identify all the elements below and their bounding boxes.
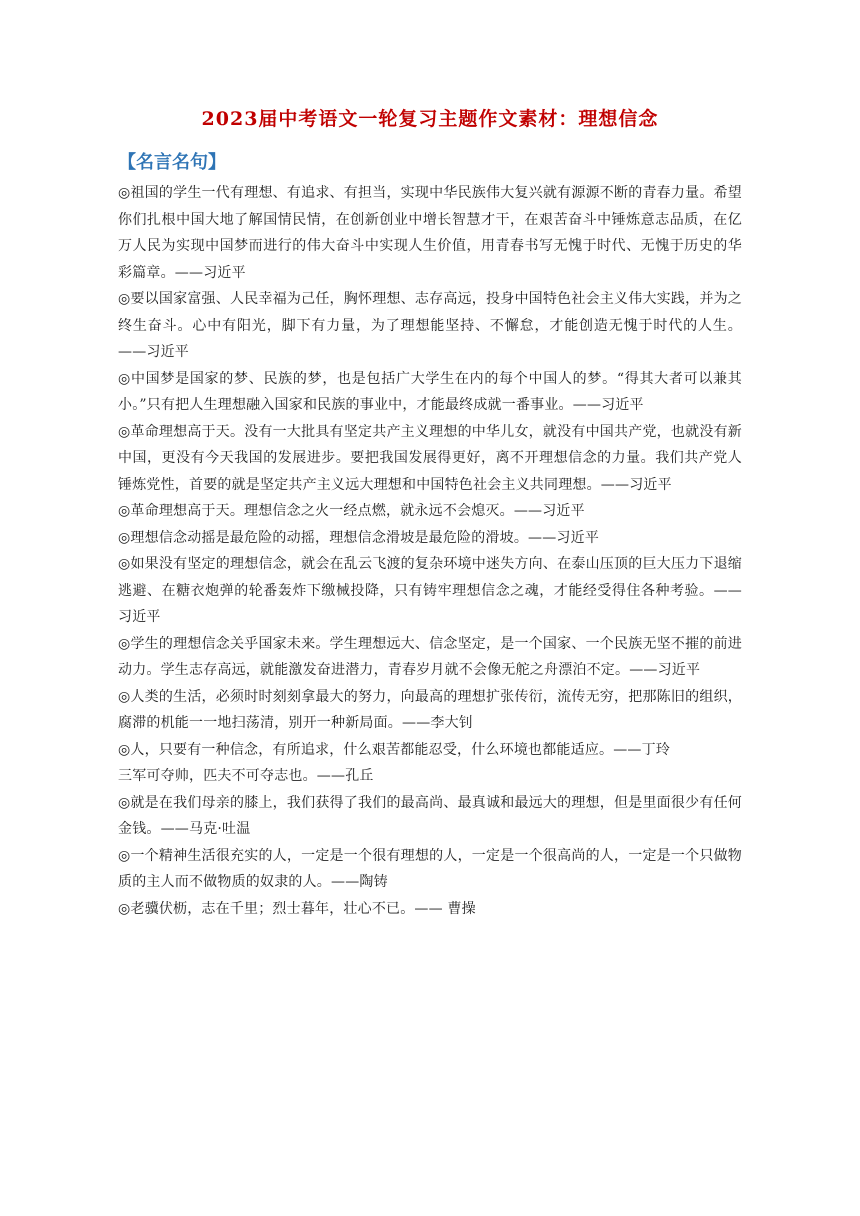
- section-heading: 【名言名句】: [118, 152, 226, 173]
- quote-item: ◎如果没有坚定的理想信念，就会在乱云飞渡的复杂环境中迷失方向、在泰山压顶的巨大压力下退缩逃避、在糖衣炮弹的轮番轰炸下缴械投降，只有铸牢理想信念之魂，才能经受得住各种考验。——习近平: [118, 556, 742, 625]
- quote-item: 三军可夺帅，匹夫不可夺志也。——孔丘: [118, 768, 374, 784]
- quote-item: ◎要以国家富强、人民幸福为己任，胸怀理想、志存高远，投身中国特色社会主义伟大实践，并为之终生奋斗。心中有阳光，脚下有力量，为了理想能坚持、不懈怠，才能创造无愧于时代的人生。——习近平: [118, 291, 742, 360]
- quote-item: ◎人类的生活，必须时时刻刻拿最大的努力，向最高的理想扩张传衍，流传无穷，把那陈旧的组织，腐滞的机能一一地扫荡清，别开一种新局面。——李大钊: [118, 688, 742, 731]
- quote-item: ◎老骥伏枥，志在千里；烈士暮年，壮心不已。—— 曹操: [118, 900, 476, 917]
- quote-item: ◎人，只要有一种信念，有所追求，什么艰苦都能忍受，什么环境也都能适应。——丁玲: [118, 741, 671, 758]
- quote-list: [118, 180, 742, 922]
- quote-item: ◎就是在我们母亲的膝上，我们获得了我们的最高尚、最真诚和最远大的理想，但是里面很少有任何金钱。——马克·吐温: [118, 794, 742, 837]
- quote-item: ◎理想信念动摇是最危险的动摇，理想信念滑坡是最危险的滑坡。——习近平: [118, 529, 600, 546]
- quote-item: ◎革命理想高于天。没有一大批具有坚定共产主义理想的中华儿女，就没有中国共产党，也就没有新中国，更没有今天我国的发展进步。要把我国发展得更好，离不开理想信念的力量。我们共产党人锤炼党性，首要的就是坚定共产主义远大理想和中国特色社会主义共同理想。——习近平: [118, 423, 742, 493]
- quote-item: ◎革命理想高于天。理想信念之火一经点燃，就永远不会熄灭。——习近平: [118, 503, 585, 519]
- document-title: 2023届中考语文一轮复习主题作文素材：理想信念: [201, 108, 659, 130]
- quote-item: ◎学生的理想信念关乎国家未来。学生理想远大、信念坚定，是一个国家、一个民族无坚不摧的前进动力。学生志存高远，就能激发奋进潜力，青春岁月就不会像无舵之舟漂泊不定。——习近平: [118, 635, 742, 678]
- quote-item: ◎祖国的学生一代有理想、有追求、有担当，实现中华民族伟大复兴就有源源不断的青春力量。希望你们扎根中国大地了解国情民情，在创新创业中增长智慧才干，在艰苦奋斗中锤炼意志品质，在亿万人民为实现中国梦而进行的伟大奋斗中实现人生价值，用青春书写无愧于时代、无愧于历史的华彩篇章。——习近平: [118, 185, 742, 281]
- quote-item: ◎一个精神生活很充实的人，一定是一个很有理想的人，一定是一个很高尚的人，一定是一个只做物质的主人而不做物质的奴隶的人。——陶铸: [118, 847, 742, 890]
- quote-item: ◎中国梦是国家的梦、民族的梦，也是包括广大学生在内的每个中国人的梦。“得其大者可以兼其小。”只有把人生理想融入国家和民族的事业中，才能最终成就一番事业。——习近平: [118, 370, 742, 413]
